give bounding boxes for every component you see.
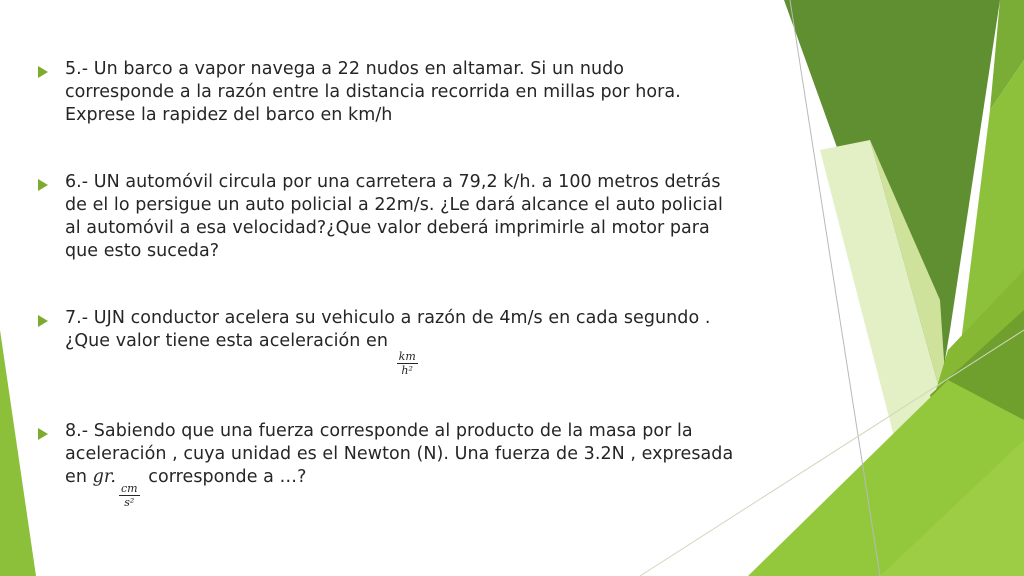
question-8-text-end: corresponde a …? — [148, 467, 307, 487]
math-prefix-gr: gr. — [92, 467, 116, 487]
left-edge-facet — [0, 330, 36, 576]
question-7 — [38, 307, 738, 376]
question-5-text: 5.- Un barco a vapor navega a 22 nudos en altamar. Si un nudo corresponde a la razón entre la distancia recorrida en millas por hora. Exprese la rapidez del barco en km/h — [65, 59, 681, 125]
question-6-text: 6.- UN automóvil circula por una carretera a 79,2 k/h. a 100 metros detrás de el lo persigue un auto policial a 22m/s. ¿Le dará alcance el auto policial al automóvil a esa velocidad?¿Que valor deberá imprimirle al motor para que esto suceda? — [65, 172, 723, 261]
fraction-numerator: km — [398, 350, 416, 363]
fraction-km-per-h2 — [397, 351, 418, 376]
bullet-arrow-icon — [38, 66, 48, 78]
bullet-arrow-icon — [38, 315, 48, 327]
question-6 — [38, 171, 738, 263]
question-5 — [38, 58, 738, 127]
bullet-arrow-icon — [38, 179, 48, 191]
fraction-cm-per-s2 — [119, 483, 140, 508]
bullet-arrow-icon — [38, 428, 48, 440]
question-list — [38, 58, 738, 508]
question-8-text: 8.- Sabiendo que una fuerza corresponde al producto de la masa por la aceleración , cuya unidad es el Newton (N). Una fuerza de 3.2N , expresada en — [65, 421, 734, 487]
fraction-numerator: cm — [120, 482, 138, 495]
fraction-denominator: s² — [124, 496, 135, 509]
fraction-denominator: h² — [401, 364, 414, 377]
question-8 — [38, 420, 738, 508]
question-7-text: 7.- UJN conductor acelera su vehiculo a razón de 4m/s en cada segundo .¿Que valor tiene esta aceleración en — [65, 308, 711, 351]
